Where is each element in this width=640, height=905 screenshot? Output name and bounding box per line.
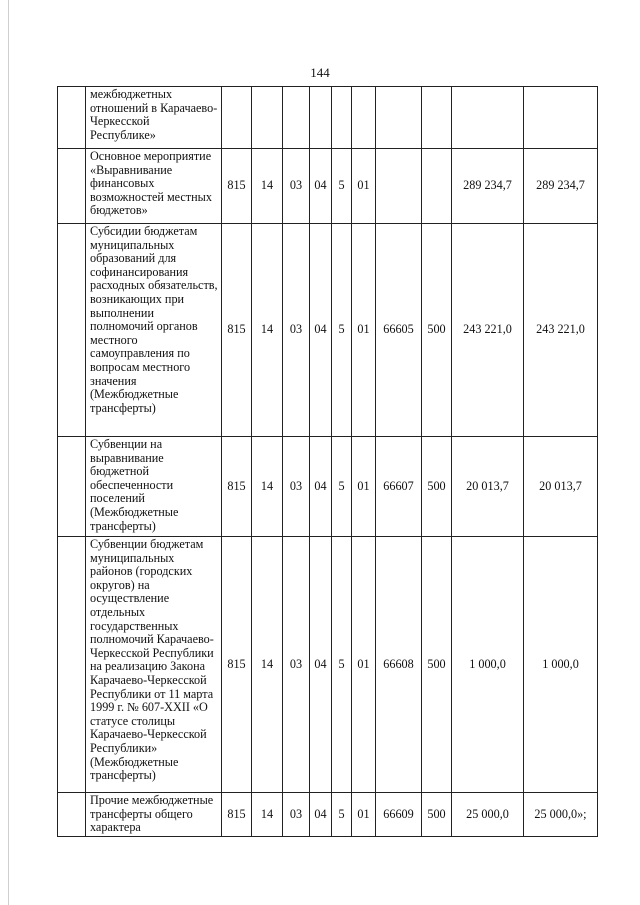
section-code-cell bbox=[252, 87, 283, 149]
program-code-cell: 04 bbox=[310, 793, 332, 837]
amount-cell bbox=[452, 87, 524, 149]
event-code-cell: 01 bbox=[352, 793, 376, 837]
table-row bbox=[58, 437, 598, 537]
direction-code-cell bbox=[376, 87, 422, 149]
section-code-cell: 14 bbox=[252, 149, 283, 224]
expense-type-cell: 500 bbox=[422, 224, 452, 437]
ministry-code-cell bbox=[222, 87, 252, 149]
expense-type-cell: 500 bbox=[422, 793, 452, 837]
subprogram-code-cell: 5 bbox=[332, 537, 352, 793]
amount-cell: 243 221,0 bbox=[452, 224, 524, 437]
item-name-cell: Субсидии бюджетам муниципальных образований для софинансирования расходных обязательств, возникающих при выполнении полномочий органов местного самоуправления по вопросам местного значения (Межбюджетные трансферты) bbox=[86, 224, 222, 437]
subprogram-code-cell: 5 bbox=[332, 793, 352, 837]
direction-code-cell bbox=[376, 149, 422, 224]
direction-code-cell: 66609 bbox=[376, 793, 422, 837]
subsection-code-cell: 03 bbox=[283, 224, 310, 437]
item-name-cell: Основное мероприятие «Выравнивание финансовых возможностей местных бюджетов» bbox=[86, 149, 222, 224]
direction-code-cell: 66608 bbox=[376, 537, 422, 793]
subsection-code-cell bbox=[283, 87, 310, 149]
subsection-code-cell: 03 bbox=[283, 793, 310, 837]
budget-table bbox=[57, 86, 598, 837]
amount-cell: 25 000,0»; bbox=[524, 793, 598, 837]
subprogram-code-cell: 5 bbox=[332, 149, 352, 224]
table-row bbox=[58, 224, 598, 437]
event-code-cell: 01 bbox=[352, 149, 376, 224]
event-code-cell: 01 bbox=[352, 437, 376, 537]
blank-cell bbox=[58, 793, 86, 837]
page-number: 144 bbox=[310, 65, 330, 80]
subprogram-code-cell bbox=[332, 87, 352, 149]
ministry-code-cell: 815 bbox=[222, 437, 252, 537]
subsection-code-cell: 03 bbox=[283, 537, 310, 793]
amount-cell: 289 234,7 bbox=[452, 149, 524, 224]
subsection-code-cell: 03 bbox=[283, 149, 310, 224]
event-code-cell: 01 bbox=[352, 537, 376, 793]
ministry-code-cell: 815 bbox=[222, 224, 252, 437]
section-code-cell: 14 bbox=[252, 537, 283, 793]
ministry-code-cell: 815 bbox=[222, 793, 252, 837]
amount-cell: 20 013,7 bbox=[452, 437, 524, 537]
direction-code-cell: 66605 bbox=[376, 224, 422, 437]
direction-code-cell: 66607 bbox=[376, 437, 422, 537]
subprogram-code-cell: 5 bbox=[332, 224, 352, 437]
ministry-code-cell: 815 bbox=[222, 149, 252, 224]
amount-cell bbox=[524, 87, 598, 149]
amount-cell: 25 000,0 bbox=[452, 793, 524, 837]
table-row bbox=[58, 87, 598, 149]
item-name-cell: Прочие межбюджетные трансферты общего характера bbox=[86, 793, 222, 837]
amount-cell: 289 234,7 bbox=[524, 149, 598, 224]
amount-cell: 243 221,0 bbox=[524, 224, 598, 437]
page-edge-line bbox=[8, 0, 9, 905]
ministry-code-cell: 815 bbox=[222, 537, 252, 793]
item-name-cell: Субвенции на выравнивание бюджетной обеспеченности поселений (Межбюджетные трансферты) bbox=[86, 437, 222, 537]
program-code-cell: 04 bbox=[310, 437, 332, 537]
amount-cell: 20 013,7 bbox=[524, 437, 598, 537]
item-name-cell: Субвенции бюджетам муниципальных районов (городских округов) на осуществление отдельных государственных полномочий Карачаево-Черкесской Республики на реализацию Закона Карачаево-Черкесской Республики от 11 марта 1999 г. № 607-XXII «О статусе столицы Карачаево-Черкесской Республики» (Межбюджетные трансферты) bbox=[86, 537, 222, 793]
event-code-cell bbox=[352, 87, 376, 149]
blank-cell bbox=[58, 437, 86, 537]
amount-cell: 1 000,0 bbox=[452, 537, 524, 793]
expense-type-cell bbox=[422, 149, 452, 224]
blank-cell bbox=[58, 149, 86, 224]
event-code-cell: 01 bbox=[352, 224, 376, 437]
subsection-code-cell: 03 bbox=[283, 437, 310, 537]
expense-type-cell: 500 bbox=[422, 437, 452, 537]
section-code-cell: 14 bbox=[252, 793, 283, 837]
subprogram-code-cell: 5 bbox=[332, 437, 352, 537]
section-code-cell: 14 bbox=[252, 437, 283, 537]
budget-table-body bbox=[58, 87, 598, 837]
item-name-cell: межбюджетных отношений в Карачаево-Черкесской Республике» bbox=[86, 87, 222, 149]
program-code-cell: 04 bbox=[310, 537, 332, 793]
table-row bbox=[58, 793, 598, 837]
expense-type-cell bbox=[422, 87, 452, 149]
table-row bbox=[58, 537, 598, 793]
table-row bbox=[58, 149, 598, 224]
program-code-cell bbox=[310, 87, 332, 149]
amount-cell: 1 000,0 bbox=[524, 537, 598, 793]
blank-cell bbox=[58, 537, 86, 793]
program-code-cell: 04 bbox=[310, 149, 332, 224]
section-code-cell: 14 bbox=[252, 224, 283, 437]
program-code-cell: 04 bbox=[310, 224, 332, 437]
blank-cell bbox=[58, 224, 86, 437]
blank-cell bbox=[58, 87, 86, 149]
expense-type-cell: 500 bbox=[422, 537, 452, 793]
